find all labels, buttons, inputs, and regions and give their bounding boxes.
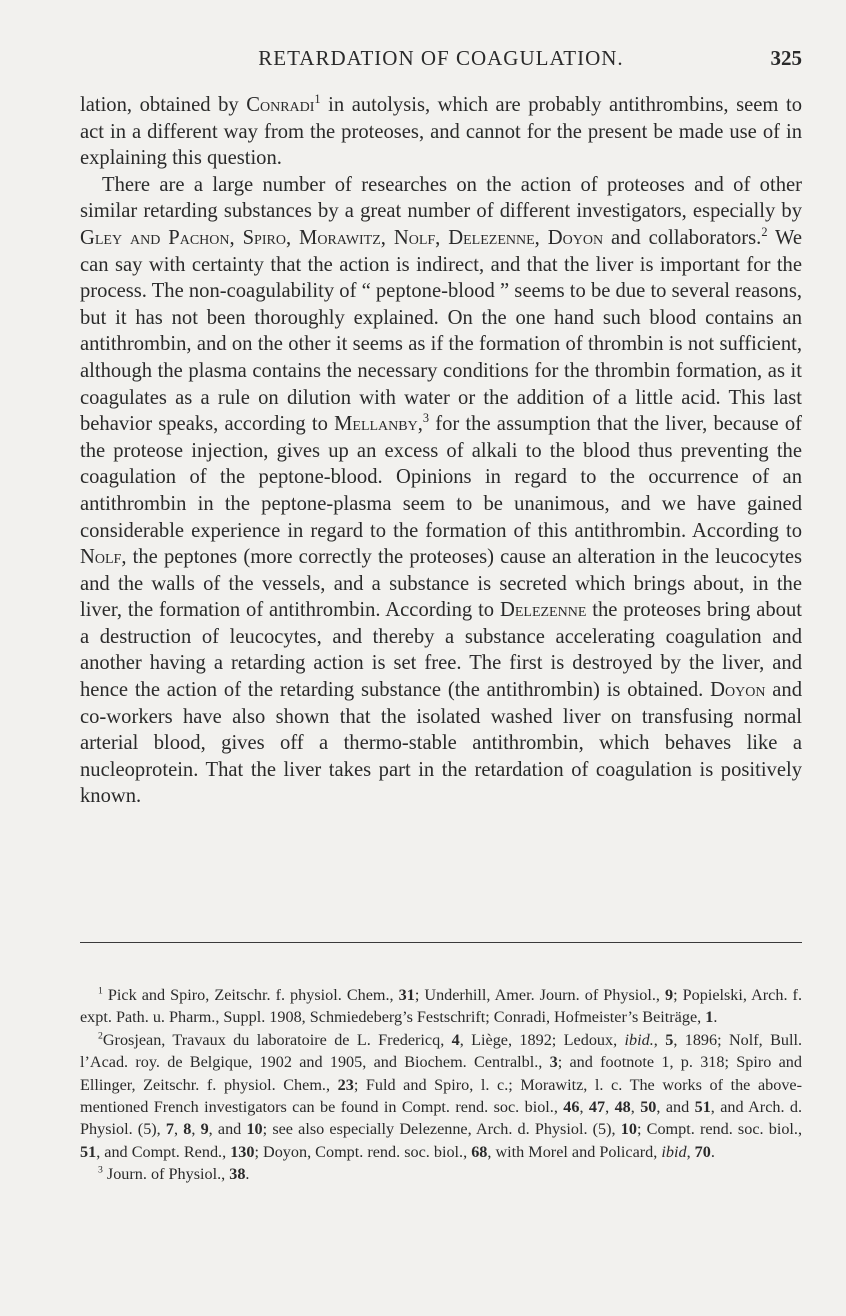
paragraph-1: lation, obtained by Conradi$^1$ in autolysis, which are probably antithrombins, seem to act in a different way from the proteoses, and cannot for the present be made use of in explaining this question. (80, 92, 803, 170)
footnote-3: $^3$ Journ. of Physiol., 38. (98, 1164, 250, 1184)
author-name: Doyon (710, 679, 766, 702)
footnote-1: $^1$ Pick and Spiro, Zeitschr. f. physiol. Chem., 31; Underhill, Amer. Journ. of Physiol., 9; Popielski, Arch. f. expt. Path. u. Pharm., Suppl. 1908, Schmiedeberg’s Festschrift; Conradi, Hofmeister’s Beiträge, 1. (80, 985, 802, 1027)
author-name: Delezenne (448, 226, 535, 249)
author-name: Nolf (80, 546, 122, 569)
author-name: Morawitz (299, 226, 381, 249)
author-name: Delezenne (499, 599, 587, 622)
running-head (80, 46, 802, 74)
author-name: Spiro (242, 226, 286, 249)
author-name: Nolf (393, 226, 436, 249)
author-name: Doyon (547, 226, 604, 249)
paragraph-2: There are a large number of researches on the action of proteoses and of other similar retarding substances by a great number of different investigators, especially by Gley and Pachon, Spiro, Morawitz, Nolf, Delezenne, Doyon and collaborators.$^2$ We can say with certainty that the action is indirect, and that the liver is important for the process. The non-coagulability of “ peptone-blood ” seems to be due to several reasons, but it has not been thoroughly explained. On the one hand such blood contains an antithrombin, and on the other it seems as if the formation of thrombin is not sufficient, although the plasma contains the necessary conditions for the thrombin formation, as it coagulates as a rule on dilution with water or the addition of a little acid. This last behavior speaks, according to Mellanby,$^3$ for the assumption that the liver, because of the proteose injection, gives up an excess of alkali to the blood thus preventing the coagulation of the peptone-blood. Opinions in regard to the occurrence of an antithrombin in the peptone-plasma seem to be unanimous, and we have gained considerable experience in regard to the formation of this antithrombin. According to Nolf, the peptones (more correctly the proteoses) cause an alteration in the leucocytes and the walls of the vessels, and a substance is secreted which brings about, in the liver, the formation of antithrombin. According to Delezenne the proteoses bring about a destruction of leucocytes, and thereby a substance accelerating coagulation and another having a retarding action is set free. The first is destroyed by the liver, and hence the action of the retarding substance (the antithrombin) is obtained. Doyon and co-workers have also shown that the isolated washed liver on transfusing normal arterial blood, gives off a thermo-stable antithrombin, which behaves like a nucleoprotein. That the liver takes part in the retardation of coagulation is positively known. (80, 173, 802, 808)
footnote-ref: 2 (761, 225, 768, 240)
author-name: Mellanby (334, 413, 418, 436)
author-name: Gley and Pachon (80, 226, 230, 249)
footnotes (80, 984, 802, 1186)
footnote-divider (80, 942, 802, 943)
running-title: RETARDATION OF COAGULATION. (258, 46, 624, 70)
author-name: Conradi (246, 94, 315, 116)
page-number: 325 (770, 46, 802, 70)
body-text (80, 92, 802, 810)
footnote-ref: 1 (314, 92, 321, 107)
footnote-2: $^2$Grosjean, Travaux du laboratoire de L. Fredericq, 4, Liège, 1892; Ledoux, ibid., 5, 1896; Nolf, Bull. l’Acad. roy. de Belgique, 1902 and 1905, and Biochem. Centralbl., 3; and footnote 1, p. 318; Spiro and Ellinger, Zeitschr. f. physiol. Chem., 23; Fuld and Spiro, l. c.; Morawitz, l. c. The works of the above-mentioned French investigators can be found in Compt. rend. soc. biol., 46, 47, 48, 50, and 51, and Arch. d. Physiol. (5), 7, 8, 9, and 10; see also especially Delezenne, Arch. d. Physiol. (5), 10; Compt. rend. soc. biol., 51, and Compt. Rend., 130; Doyon, Compt. rend. soc. biol., 68, with Morel and Policard, ibid, 70. (80, 1030, 803, 1161)
footnote-ref: 3 (422, 411, 430, 426)
